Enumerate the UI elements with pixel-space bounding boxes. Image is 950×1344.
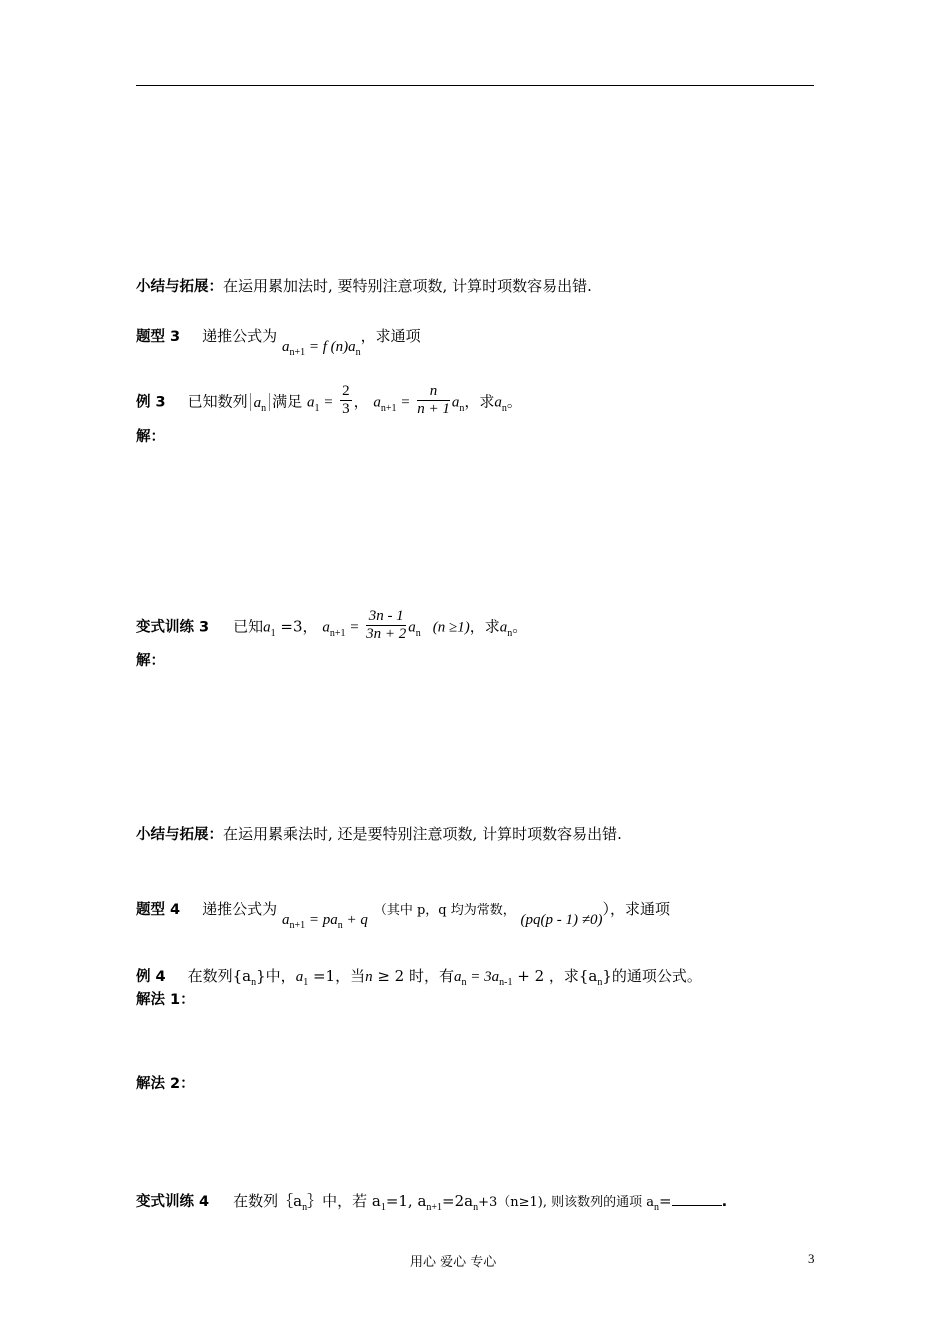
page-footer: 用心 爱心 专心 [410,1255,497,1270]
fraction-3n: $\frac{3n - 1}{3n + 2}$ [366,608,407,642]
method-1-label: 解法 1： [136,992,195,1008]
answer-blank[interactable] [672,1193,722,1206]
type-3 [136,326,421,358]
type-text: 递推公式为 [202,327,278,345]
type-label: 题型 3 [136,329,181,345]
summary-2: 小结与拓展：在运用累乘法时, 还是要特别注意项数, 计算时项数容易出错. [136,825,622,843]
type4-formula: $a_{n+1} = pa_n + q$ [281,912,368,931]
fraction-n: $\frac{n}{n + 1}$ [417,383,450,417]
method-2-label: 解法 2： [136,1076,195,1092]
page-number: 3 [808,1251,815,1266]
type3-formula: $a_{n+1} = f$ $(n)a_n$ [281,339,361,358]
sequence-set: $a_n$ [250,393,271,411]
summary-1 [136,276,592,297]
variant-4: 变式训练 4 在数列$\{a_n\}$中，若 $a_1=1$, $a_{n+1}=2a_n+3(n\ge 1)$, 则该数列的通项 $a_n=$ . [136,1192,728,1213]
summary-label: 小结与拓展： [136,279,223,295]
type4-condition: (pq(p - 1) ≠0) [520,912,603,928]
variant-label: 变式训练 3 [136,619,210,636]
type-4: 题型 4 递推公式为 $a_{n+1} = pa_n + q$（其中 p，q 均为常数， (pq(p - 1) ≠0)），求通项 [136,900,671,931]
example-label: 例 3 [136,394,166,411]
header-rule [136,85,814,86]
example-3: 例 3 已知数列 $a_n$ 满足 $a_1$ = $\frac{2}{3}$ ， $a_{n+1}$ = $\frac{n}{n + 1}$ $a_n$，求$a_n$。 [136,383,522,417]
summary-text: 在运用累加法时, 要特别注意项数, 计算时项数容易出错. [223,277,592,295]
fraction-2-3: $\frac{2}{3}$ [342,383,350,417]
solution-label-2: 解： [136,653,165,669]
variant-3: 变式训练 3 已知$a_1 =3$， $a_{n+1}$ = $\frac{3n - 1}{3n + 2}$ $a_n$ (n ≥1)，求$a_n$。 [136,608,528,642]
solution-label-1: 解： [136,429,165,445]
example-4: 例 4 在数列$\{a_n\}$中，$a_1 =1$，当n ≥ 2 时，有$a_n = 3a_{n-1} + 2$ ，求$\{a_n\}$的通项公式。 [136,967,702,988]
type-tail: ，求通项 [360,327,421,345]
